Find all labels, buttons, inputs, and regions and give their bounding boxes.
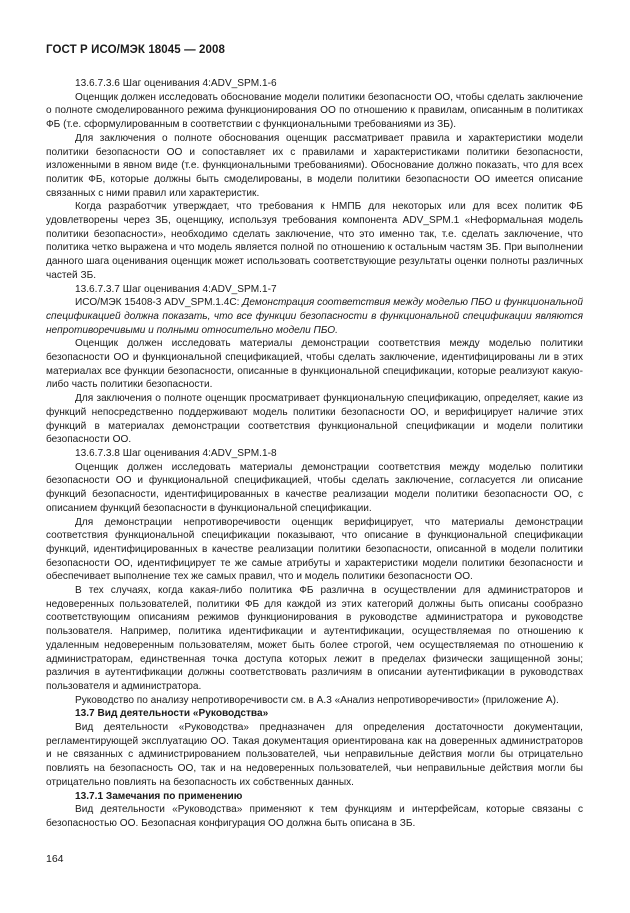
paragraph xyxy=(46,296,583,337)
paragraph: 13.6.7.3.7 Шаг оценивания 4:ADV_SPM.1-7 xyxy=(75,283,277,295)
paragraph: Оценщик должен исследовать материалы демонстрации соответствия между моделью политики безопасности ОО и функциональной спецификацией, чтобы сделать заключение, идентифицированы ли в этих материалах все функции безопасности, описанные в функциональной спецификации, которые реализуют какую-либо часть политики безопасности. xyxy=(46,338,583,391)
paragraph: Для заключения о полноте оценщик просматривает функциональную спецификацию, определяет, какие из функций непосредственно поддерживают модель политики безопасности ОО, и верифицирует наличие этих функций в материалах демонстрации соответствия функциональной спецификации и модели политики безопасности ОО. xyxy=(46,393,583,446)
paragraph: Вид деятельности «Руководства» предназначен для определения достаточности документации, регламентирующей эксплуатацию ОО. Такая документация ориентирована как на доверенных администраторов и не связанных с администрированием пользователей, чьи неправильные действия могли бы отрицательно повлиять на безопасность ОО, так и на недоверенных пользователей, чьи неправильные действия могли бы отрицательно повлиять на безопасность их собственных данных. xyxy=(46,722,583,788)
paragraph: 13.6.7.3.8 Шаг оценивания 4:ADV_SPM.1-8 xyxy=(75,447,277,459)
paragraph: В тех случаях, когда какая-либо политика ФБ различна в осуществлении для администраторов и недоверенных пользователей, политики ФБ для каждой из этих категорий должны быть описаны сообразно соответствующим описаниям режимов функционирования в руководстве администратора и руководстве пользователя. Например, политика идентификации и аутентификации, осуществляемая по отношению к удаленным недоверенным пользователям, может быть более строгой, чем осуществляемая по отношению к администраторам, единственная точка доступа которых лежит в пределах физически защищенной зоны; различия в аутентификации должны соответствовать различиям в описании аутентификации в руководствах пользователя и администратора. xyxy=(46,585,583,692)
paragraph-lead: ИСО/МЭК 15408-3 ADV_SPM.1.4C: xyxy=(75,297,243,309)
paragraph: 13.7 Вид деятельности «Руководства» xyxy=(75,708,269,720)
paragraph: Руководство по анализу непротиворечивости см. в А.3 «Анализ непротиворечивости» (приложение А). xyxy=(75,694,559,706)
paragraph: Для заключения о полноте обоснования оценщик рассматривает правила и характеристики модели политики безопасности ОО и сопоставляет их с правилами и характеристиками политики безопасности, изложенными в явном виде (т.е. функциональными требованиями). Обоснование должно показать, что для всех политик ФБ, которые должны быть смоделированы, в модели политики безопасности ОО имеется описание связанных с ними правил или характеристик. xyxy=(46,132,583,199)
paragraph: Когда разработчик утверждает, что требования к НМПБ для некоторых или для всех политик ФБ удовлетворены через ЗБ, оценщику, используя требования компонента ADV_SPM.1 «Неформальная модель политики безопасности», необходимо сделать заключение, что это именно так, т.е. сделать заключение, что политика четко выражена и что модель является полной по отношению к остальным частям ЗБ. При выполнении данного шага оценивания оценщик может использовать соответствующие результаты оценки полноты различных частей ЗБ. xyxy=(46,201,583,281)
paragraph: Оценщик должен исследовать обоснование модели политики безопасности ОО, чтобы сделать заключение о полноте смоделированного режима функционирования ОО по отношению к правилам, описанным в политиках ФБ (т.е. сформулированным в соответствии с функциональными требованиями из ЗБ). xyxy=(46,91,583,131)
paragraph: Оценщик должен исследовать материалы демонстрации соответствия между моделью политики безопасности ОО и функциональной спецификацией, чтобы сделать заключение, согласуется ли описание функций безопасности, идентифицированных в качестве реализации модели политики безопасности ОО, с описанием функций безопасности в функциональной спецификации. xyxy=(46,461,583,514)
paragraph: Вид деятельности «Руководства» применяют к тем функциям и интерфейсам, которые связаны с безопасностью ОО. Безопасная конфигурация ОО должна быть описана в ЗБ. xyxy=(46,804,583,829)
page-header: ГОСТ Р ИСО/МЭК 18045 — 2008 xyxy=(46,44,225,56)
paragraph: 13.6.7.3.6 Шаг оценивания 4:ADV_SPM.1-6 xyxy=(75,78,277,89)
paragraph-italic-text: Демонстрация соответствия между моделью ПБО и функциональной спецификацией должна показать, что все функции безопасности в функциональной спецификации являются непротиворечивыми и полными относительно модели ПБО. xyxy=(46,297,583,336)
document-body xyxy=(46,77,583,831)
page-number: 164 xyxy=(46,853,64,865)
paragraph: Для демонстрации непротиворечивости оценщик верифицирует, что материалы демонстрации соответствия функциональной спецификации показывают, что описание в функциональной спецификации функций, идентифицированных в качестве реализации политики безопасности, описанной в модели политики безопасности ОО, идентифицирует те же самые атрибуты и характеристики модели политики безопасности и обеспечивает выполнение тех же самых правил, что и модель политики безопасности ОО. xyxy=(46,516,583,583)
paragraph: 13.7.1 Замечания по применению xyxy=(75,790,243,802)
